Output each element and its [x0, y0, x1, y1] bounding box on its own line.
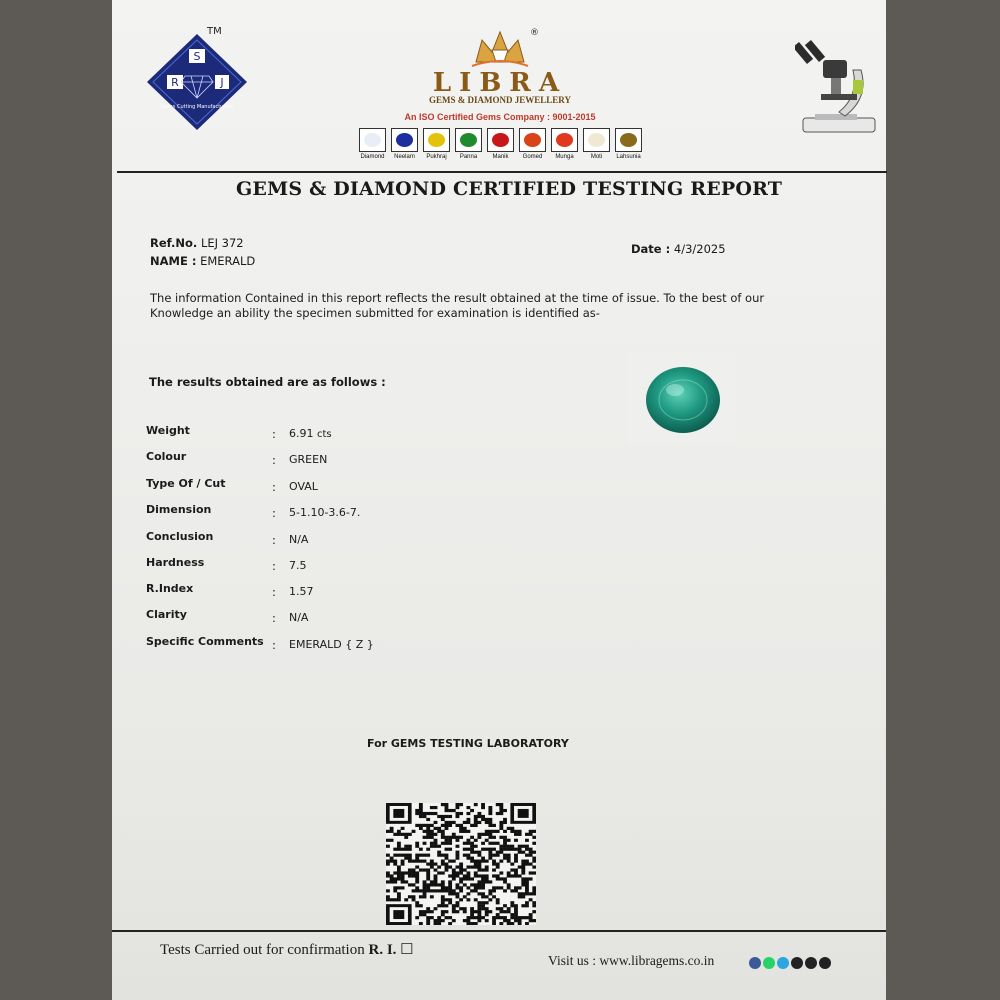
result-unit: cts	[317, 429, 332, 440]
emerald-stone	[627, 352, 737, 445]
gem-label: Munga	[555, 154, 574, 160]
result-separator: :	[272, 638, 276, 652]
result-label: Dimension	[146, 503, 212, 516]
result-label: Type Of / Cut	[146, 477, 226, 490]
result-label: Weight	[146, 424, 190, 437]
name-label: NAME :	[150, 254, 197, 268]
gem-icon	[620, 133, 637, 147]
gem-swatch	[359, 128, 386, 152]
pinterest-icon[interactable]	[791, 957, 803, 969]
gem-swatch	[455, 128, 482, 152]
gem-icon	[588, 133, 605, 147]
result-value-text: GREEN	[289, 453, 328, 466]
telegram-icon[interactable]	[777, 957, 789, 969]
gem-item	[486, 128, 515, 164]
whatsapp-icon[interactable]	[763, 957, 775, 969]
gem-photo	[627, 352, 737, 445]
registered-mark: ®	[530, 28, 539, 38]
gem-icon	[492, 133, 509, 147]
facebook-icon[interactable]	[749, 957, 761, 969]
gem-item	[550, 128, 579, 164]
date-label: Date :	[631, 242, 671, 256]
result-value-text: EMERALD { Z }	[289, 638, 374, 651]
result-value	[289, 506, 360, 519]
gem-swatch	[551, 128, 578, 152]
results-heading: The results obtained are as follows :	[149, 375, 386, 389]
result-value-text: N/A	[289, 611, 309, 624]
gem-label: Panna	[459, 154, 478, 160]
gem-item	[614, 128, 643, 164]
trademark-mark: TM	[207, 26, 222, 37]
ref-label: Ref.No.	[150, 236, 198, 250]
gem-icon	[364, 133, 381, 147]
date-value: 4/3/2025	[673, 242, 726, 256]
result-value	[289, 638, 374, 651]
gem-swatch	[615, 128, 642, 152]
srj-logo	[145, 32, 250, 132]
iso-certification: An ISO Certified Gems Company : 9001-2015	[404, 112, 596, 122]
result-separator: :	[272, 480, 276, 494]
srj-letter-s: S	[193, 50, 201, 63]
result-separator: :	[272, 427, 276, 441]
gem-icon	[524, 133, 541, 147]
gem-swatch	[391, 128, 418, 152]
result-separator: :	[272, 453, 276, 467]
gem-label: Neelam	[394, 154, 415, 160]
result-separator: :	[272, 559, 276, 573]
gem-item	[518, 128, 547, 164]
srj-caption: Gems Cutting Manufacturers	[160, 104, 234, 110]
gem-item	[454, 128, 483, 164]
instagram-icon[interactable]	[819, 957, 831, 969]
gem-label: Moti	[590, 154, 603, 160]
gem-swatch	[423, 128, 450, 152]
result-value-text: 5-1.10-3.6-7.	[289, 506, 361, 519]
microscope-icon	[795, 38, 880, 138]
qr-code[interactable]	[386, 803, 536, 925]
result-value	[289, 480, 318, 493]
youtube-icon[interactable]	[805, 957, 817, 969]
gem-icon	[460, 133, 477, 147]
result-separator: :	[272, 585, 276, 599]
social-icons	[749, 957, 831, 969]
name-value: EMERALD	[200, 254, 256, 268]
gem-strip	[358, 128, 643, 164]
result-label: Hardness	[146, 556, 205, 569]
result-value	[289, 611, 308, 624]
result-value-text: 1.57	[289, 585, 314, 598]
gem-swatch	[487, 128, 514, 152]
gem-icon	[556, 133, 573, 147]
website-text[interactable]: Visit us : www.libragems.co.in	[548, 953, 715, 968]
result-label: Conclusion	[146, 530, 214, 543]
result-separator: :	[272, 533, 276, 547]
result-label: Clarity	[146, 608, 187, 621]
result-value	[289, 453, 327, 466]
footer-rule	[112, 930, 886, 932]
gem-icon	[396, 133, 413, 147]
tests-text: Tests Carried out for confirmation	[160, 942, 365, 958]
lab-label: For GEMS TESTING LABORATORY	[367, 737, 569, 750]
result-value-text: 6.91	[289, 427, 314, 440]
result-separator: :	[272, 506, 276, 520]
result-separator: :	[272, 611, 276, 625]
srj-letter-j: J	[220, 76, 224, 89]
brand-name: LIBRA	[432, 68, 568, 98]
result-label: Specific Comments	[146, 635, 264, 648]
report-title: GEMS & DIAMOND CERTIFIED TESTING REPORT	[236, 178, 783, 200]
tests-method: R. I.	[368, 942, 397, 958]
result-value-text: OVAL	[289, 480, 318, 493]
gem-swatch	[583, 128, 610, 152]
gem-label: Gomed	[522, 154, 543, 160]
gem-label: Diamond	[360, 154, 385, 160]
gem-item	[582, 128, 611, 164]
gem-item	[422, 128, 451, 164]
ref-row	[150, 236, 244, 250]
intro-paragraph: The information Contained in this report reflects the result obtained at the time of issue. To the best of our Knowledge an ability the specimen submitted for examination is identified as-	[150, 291, 765, 320]
gem-label: Lahsunia	[616, 154, 641, 160]
name-row	[150, 254, 255, 268]
gem-item	[358, 128, 387, 164]
result-value-text: N/A	[289, 533, 309, 546]
checkbox-icon: ☐	[400, 942, 414, 958]
result-value-text: 7.5	[289, 559, 307, 572]
ref-value: LEJ 372	[200, 236, 244, 250]
gem-item	[390, 128, 419, 164]
brand-subtitle: GEMS & DIAMOND JEWELLERY	[429, 95, 571, 105]
gem-label: Pukhraj	[426, 154, 447, 160]
result-label: Colour	[146, 450, 187, 463]
gem-label: Manik	[492, 154, 509, 160]
srj-letter-r: R	[171, 76, 179, 89]
result-value	[289, 533, 308, 546]
tests-note	[160, 940, 414, 959]
result-value	[289, 585, 314, 598]
date-row	[631, 242, 726, 256]
gem-icon	[428, 133, 445, 147]
result-value	[289, 427, 332, 440]
result-value	[289, 559, 307, 572]
crown-icon	[470, 28, 530, 70]
result-label: R.Index	[146, 582, 194, 595]
header-rule	[117, 171, 887, 173]
gem-swatch	[519, 128, 546, 152]
